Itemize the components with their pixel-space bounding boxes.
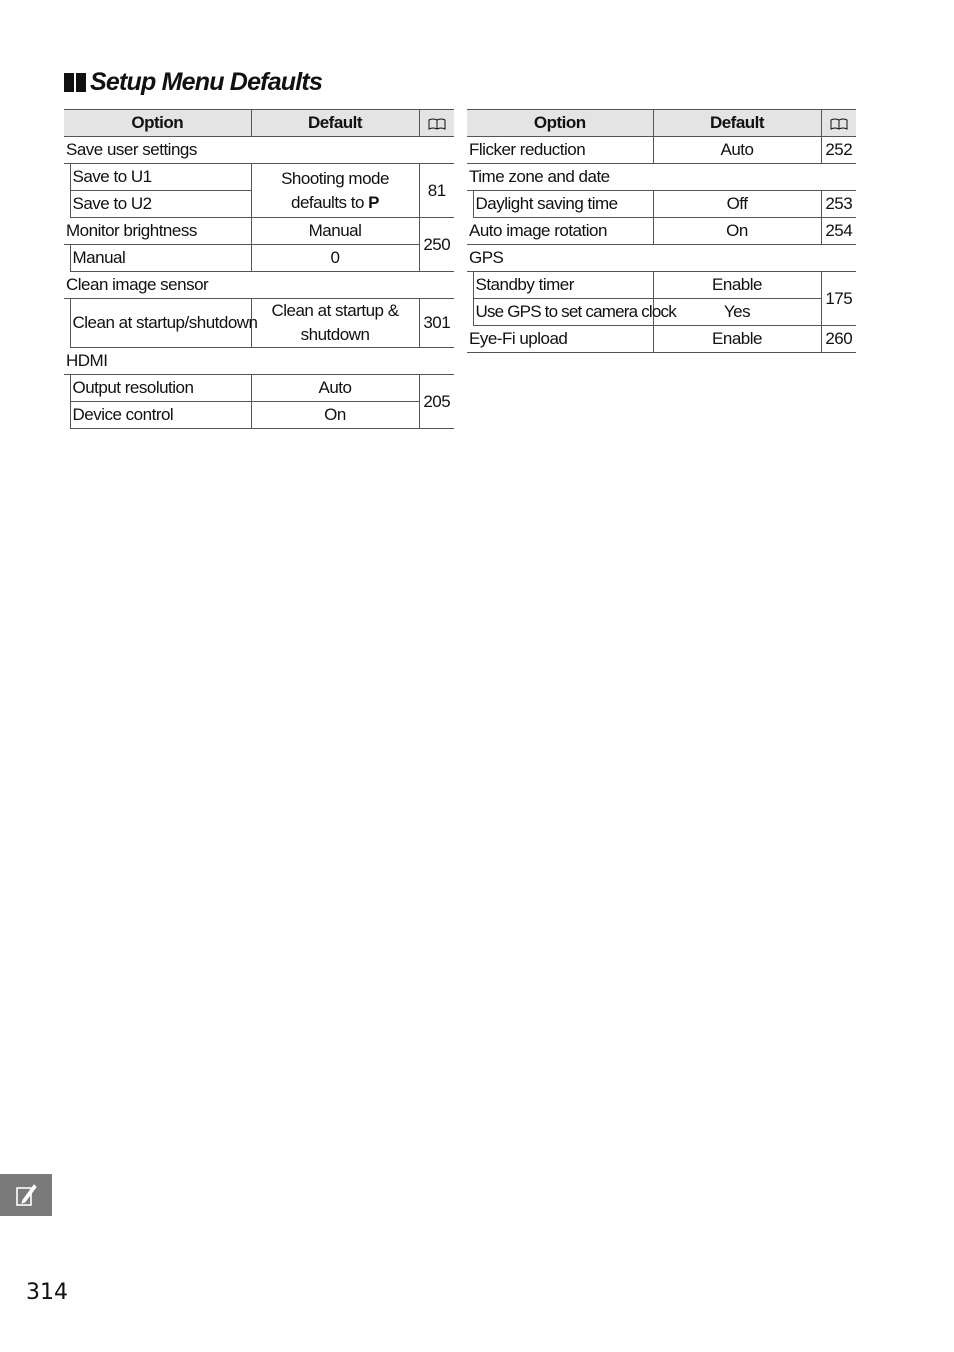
header-option: Option bbox=[64, 110, 251, 137]
use-gps-clock-value: Yes bbox=[653, 299, 821, 326]
auto-rotation-page: 254 bbox=[821, 218, 856, 245]
header-option: Option bbox=[467, 110, 653, 137]
table-header-row bbox=[467, 110, 856, 137]
row-gps: GPS bbox=[467, 245, 856, 272]
flicker-page: 252 bbox=[821, 137, 856, 164]
header-page bbox=[821, 110, 856, 137]
eyefi-upload-value: Enable bbox=[653, 326, 821, 353]
table-header-row bbox=[64, 110, 454, 137]
row-output-resolution: Output resolution bbox=[70, 375, 251, 402]
setup-defaults-table-left bbox=[64, 109, 454, 429]
table-row bbox=[467, 191, 856, 218]
monitor-page: 250 bbox=[419, 218, 454, 272]
clean-startup-value: Clean at startup & shutdown bbox=[251, 299, 419, 348]
table-row bbox=[64, 299, 454, 348]
table-row bbox=[64, 272, 454, 299]
row-device-control: Device control bbox=[70, 402, 251, 429]
hdmi-page: 205 bbox=[419, 375, 454, 429]
table-row bbox=[64, 375, 454, 402]
table-row bbox=[64, 137, 454, 164]
page-number: 314 bbox=[26, 1280, 68, 1305]
flicker-reduction-value: Auto bbox=[653, 137, 821, 164]
save-page: 81 bbox=[419, 164, 454, 218]
row-manual: Manual bbox=[70, 245, 251, 272]
table-row bbox=[64, 218, 454, 245]
clean-page: 301 bbox=[419, 299, 454, 348]
auto-image-rotation-value: On bbox=[653, 218, 821, 245]
standby-timer-value: Enable bbox=[653, 272, 821, 299]
output-resolution-value: Auto bbox=[251, 375, 419, 402]
table-row bbox=[467, 218, 856, 245]
row-save-u2: Save to U2 bbox=[70, 191, 251, 218]
table-row bbox=[64, 348, 454, 375]
table-row bbox=[467, 164, 856, 191]
row-save-user-settings: Save user settings bbox=[64, 137, 454, 164]
row-save-u1: Save to U1 bbox=[70, 164, 251, 191]
table-row bbox=[64, 164, 454, 191]
table-row bbox=[467, 137, 856, 164]
manual-value: 0 bbox=[251, 245, 419, 272]
row-clean-startup: Clean at startup/shutdown bbox=[70, 299, 251, 348]
table-row bbox=[467, 326, 856, 353]
row-time-zone: Time zone and date bbox=[467, 164, 856, 191]
header-page bbox=[419, 110, 454, 137]
section-marker-icon bbox=[64, 73, 86, 92]
side-tab bbox=[0, 1174, 52, 1216]
row-monitor-brightness: Monitor brightness bbox=[64, 218, 251, 245]
row-daylight-saving: Daylight saving time bbox=[473, 191, 653, 218]
book-icon bbox=[428, 118, 446, 130]
monitor-brightness-value: Manual bbox=[251, 218, 419, 245]
row-eyefi-upload: Eye-Fi upload bbox=[467, 326, 653, 353]
setup-defaults-table-right bbox=[467, 109, 856, 353]
row-use-gps-clock: Use GPS to set camera clock bbox=[473, 299, 653, 326]
book-icon bbox=[830, 118, 848, 130]
device-control-value: On bbox=[251, 402, 419, 429]
gps-page: 175 bbox=[821, 272, 856, 326]
daylight-page: 253 bbox=[821, 191, 856, 218]
row-auto-image-rotation: Auto image rotation bbox=[467, 218, 653, 245]
table-row bbox=[467, 299, 856, 326]
row-standby-timer: Standby timer bbox=[473, 272, 653, 299]
row-clean-image-sensor: Clean image sensor bbox=[64, 272, 454, 299]
table-row bbox=[64, 402, 454, 429]
save-default-value: Shooting mode defaults to P bbox=[251, 164, 419, 218]
row-flicker-reduction: Flicker reduction bbox=[467, 137, 653, 164]
pencil-note-icon bbox=[13, 1182, 39, 1208]
daylight-saving-value: Off bbox=[653, 191, 821, 218]
row-hdmi: HDMI bbox=[64, 348, 454, 375]
eyefi-page: 260 bbox=[821, 326, 856, 353]
table-row bbox=[64, 245, 454, 272]
section-title-text: Setup Menu Defaults bbox=[90, 68, 323, 96]
table-row bbox=[467, 272, 856, 299]
header-default: Default bbox=[653, 110, 821, 137]
section-title bbox=[64, 68, 322, 97]
table-row bbox=[467, 245, 856, 272]
header-default: Default bbox=[251, 110, 419, 137]
